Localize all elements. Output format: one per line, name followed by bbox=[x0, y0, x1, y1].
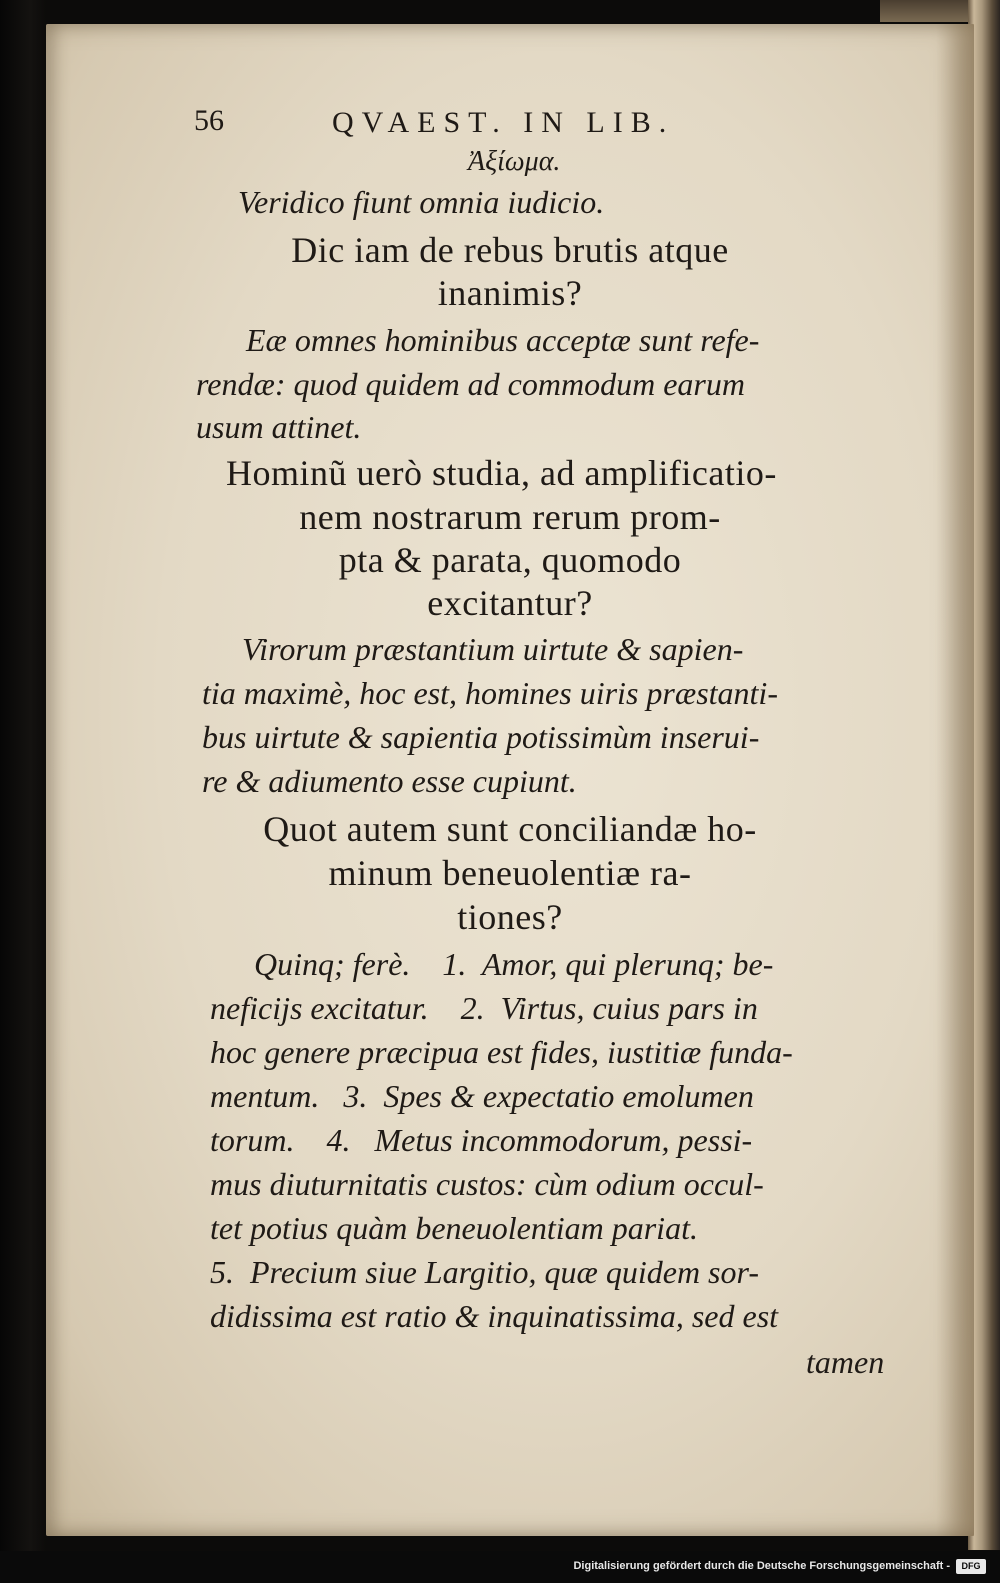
answer-line: Virorum præstantium uirtute & sapien- bbox=[242, 631, 744, 667]
answer-line: hoc genere præcipua est fides, iustitiæ funda- bbox=[210, 1034, 793, 1070]
question-line: tiones? bbox=[457, 897, 563, 937]
answer-line: Eæ omnes hominibus acceptæ sunt refe- bbox=[246, 322, 760, 358]
catchword: tamen bbox=[806, 1344, 885, 1380]
answer-line: mus diuturnitatis custos: cùm odium occul- bbox=[210, 1166, 764, 1202]
running-title: QVAEST. IN LIB. bbox=[332, 106, 675, 139]
question-line: Hominũ uerò studia, ad amplificatio- bbox=[226, 453, 777, 493]
answer-line: mentum. 3. Spes & expectatio emolumen bbox=[210, 1078, 754, 1114]
answer-line: bus uirtute & sapientia potissimùm inserui- bbox=[202, 719, 760, 755]
answer-line: re & adiumento esse cupiunt. bbox=[202, 763, 577, 799]
question-line: inanimis? bbox=[437, 273, 583, 313]
heading-axioma: Ἀξίωμα. bbox=[468, 146, 561, 177]
text-line: Veridico fiunt omnia iudicio. bbox=[238, 184, 605, 220]
question-line: Dic iam de rebus brutis atque bbox=[291, 230, 729, 270]
answer-line: didissima est ratio & inquinatissima, sed est bbox=[210, 1298, 779, 1334]
book-page bbox=[46, 24, 974, 1536]
answer-line: 5. Precium siue Largitio, quæ quidem sor- bbox=[210, 1254, 759, 1290]
answer-line: Quinq; ferè. 1. Amor, qui plerunq; be- bbox=[254, 946, 774, 982]
answer-line: torum. 4. Metus incommodorum, pessi- bbox=[210, 1122, 753, 1158]
answer-line: rendæ: quod quidem ad commodum earum bbox=[196, 366, 745, 402]
question-line: Quot autem sunt conciliandæ ho- bbox=[263, 809, 757, 849]
dfg-logo-icon: DFG bbox=[956, 1559, 986, 1574]
answer-line: usum attinet. bbox=[196, 409, 362, 445]
funding-note: Digitalisierung gefördert durch die Deutsche Forschungsgemeinschaft - bbox=[573, 1560, 950, 1572]
answer-line: tet potius quàm beneuolentiam pariat. bbox=[210, 1210, 698, 1246]
answer-line: neficijs excitatur. 2. Virtus, cuius pars in bbox=[210, 990, 758, 1026]
answer-line: tia maximè, hoc est, homines uiris præstanti- bbox=[202, 675, 778, 711]
question-line: pta & parata, quomodo bbox=[338, 540, 682, 580]
question-line: nem nostrarum rerum prom- bbox=[299, 497, 721, 537]
question-line: excitantur? bbox=[427, 583, 593, 623]
page-number: 56 bbox=[194, 104, 224, 137]
footer-bar bbox=[0, 1551, 1000, 1583]
question-line: minum beneuolentiæ ra- bbox=[328, 853, 692, 893]
